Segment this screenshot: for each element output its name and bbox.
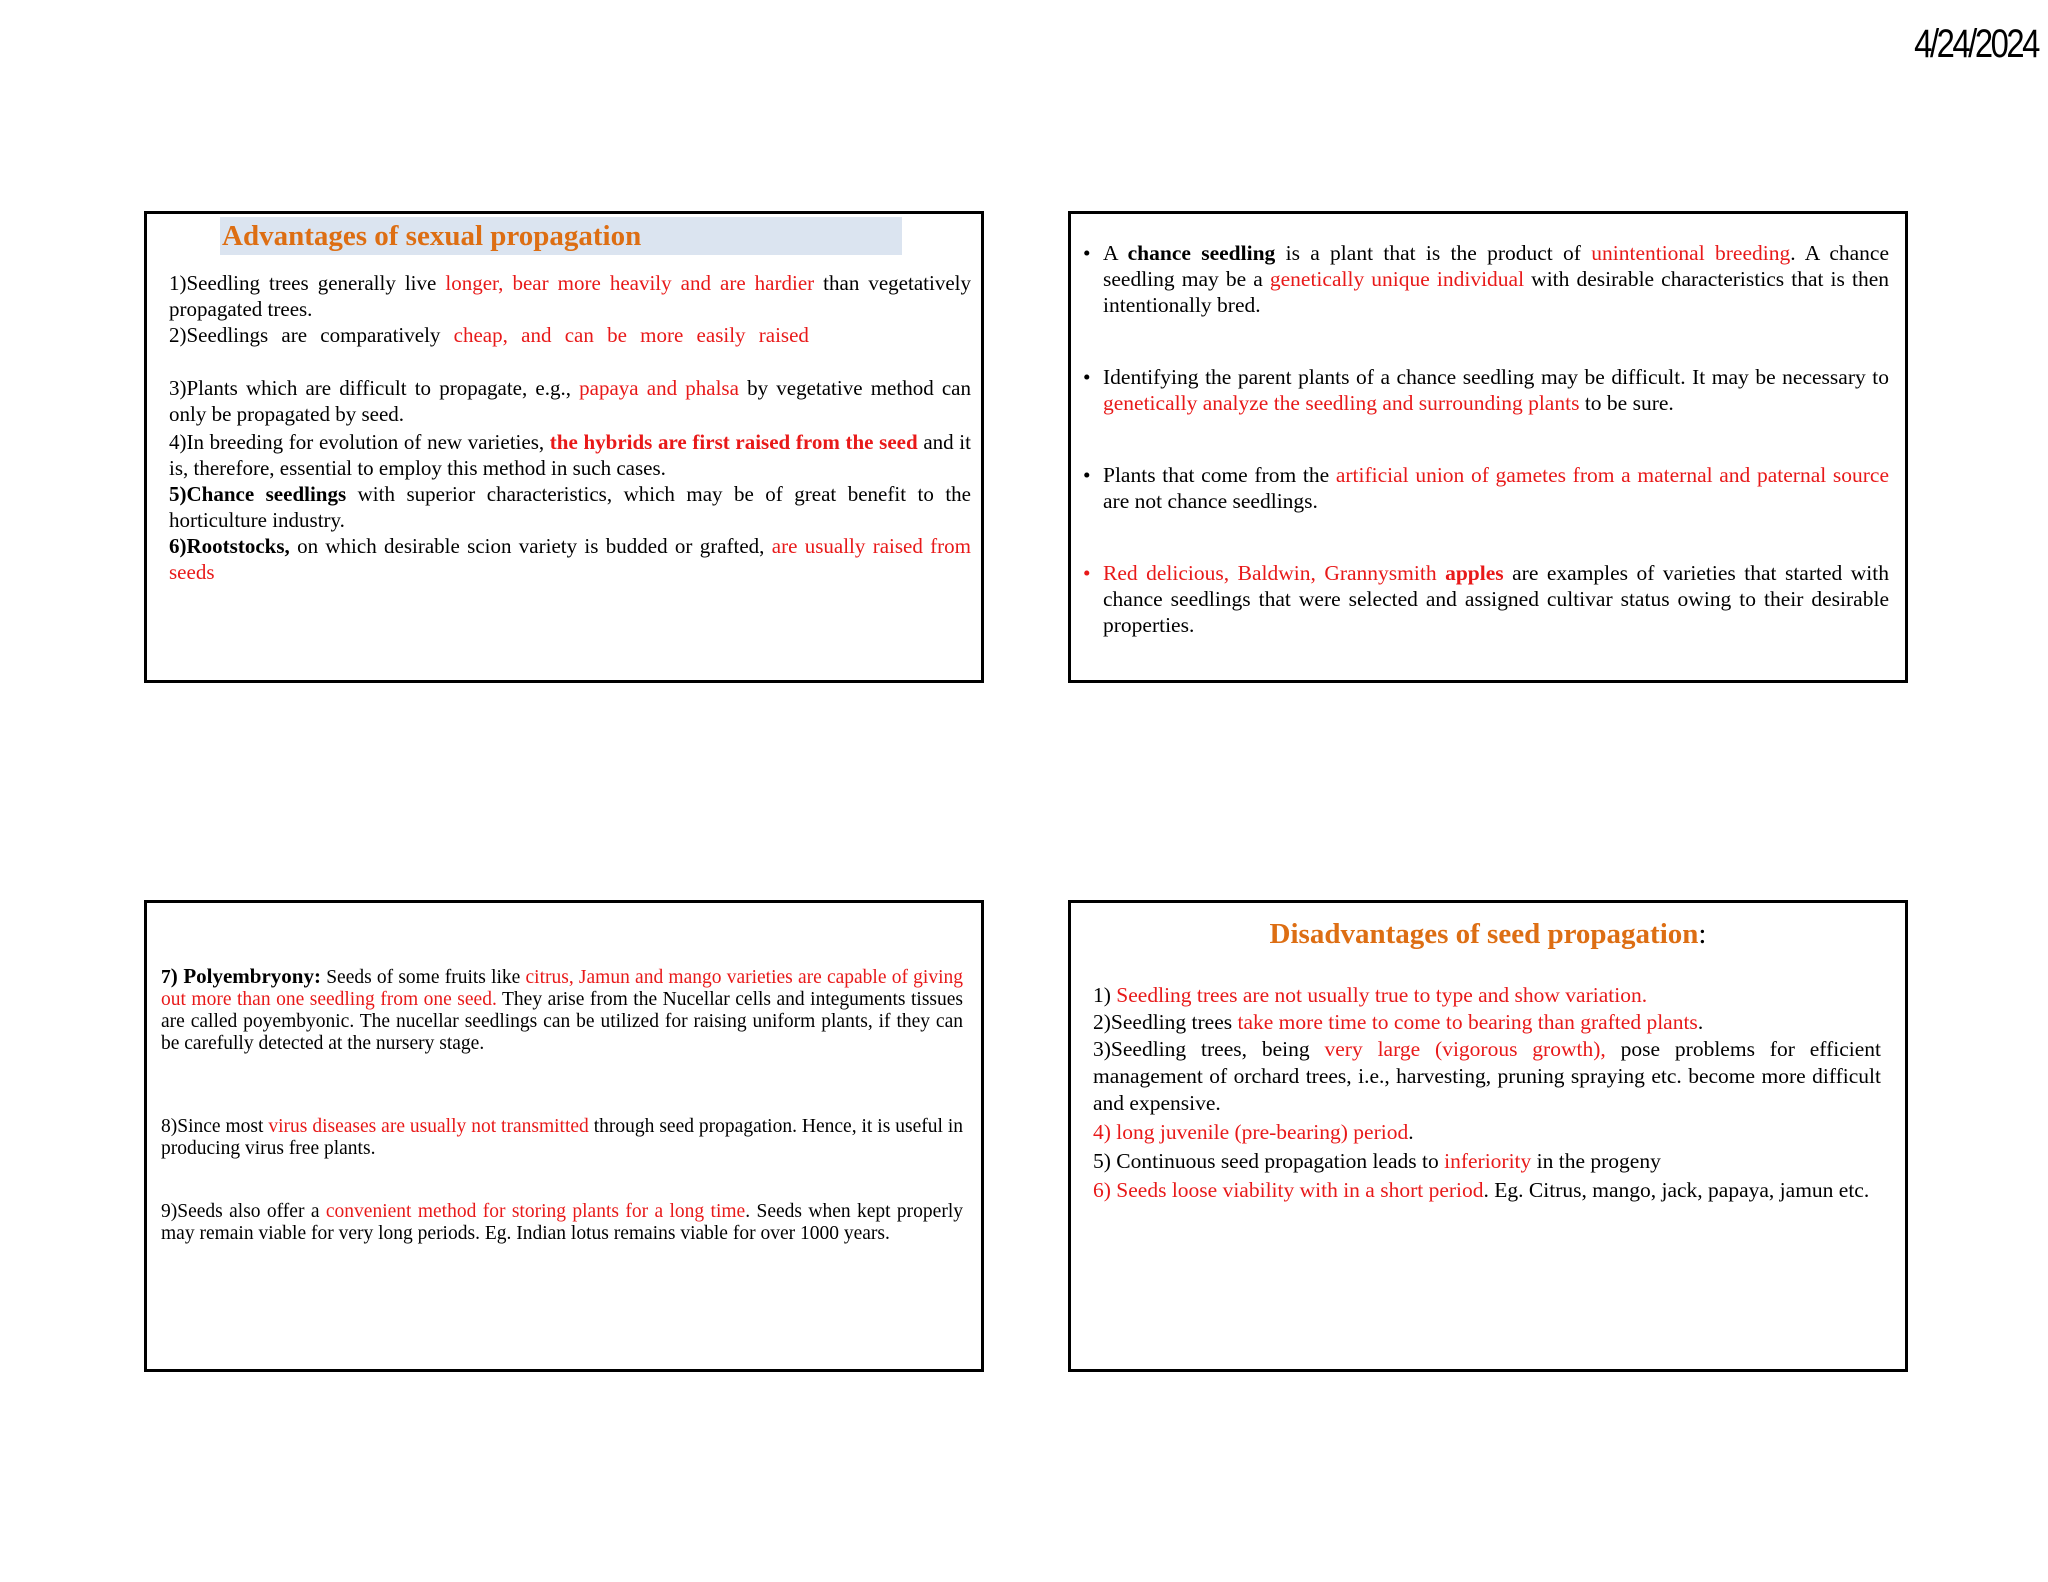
highlight-text: Seedling trees are not usually true to type and show variation. — [1116, 983, 1648, 1007]
text: . Seeds when kept properly may remain viable for very long periods. Eg. Indian lotus remains viable for over 1000 years. — [161, 1201, 963, 1244]
slide-chance-seedlings — [1068, 211, 1908, 683]
slide-disadvantages — [1068, 900, 1908, 1372]
text: with desirable characteristics that is then intentionally bred. — [1103, 267, 1889, 317]
slide-body — [169, 270, 971, 585]
text: pose problems for efficient management of orchard trees, i.e., harvesting, pruning spraying etc. become more difficult and expensive. — [1093, 1037, 1881, 1115]
bullet-icon: • — [1083, 241, 1091, 265]
point-1 — [169, 270, 971, 322]
bullet-icon: • — [1083, 463, 1091, 487]
highlight-text: 6) Seeds loose viability with in a short period — [1093, 1178, 1484, 1202]
point-2 — [169, 322, 971, 348]
point-4 — [1093, 1119, 1881, 1146]
text: is a plant that is the product of — [1275, 241, 1592, 265]
text: 9)Seeds also offer a — [161, 1201, 326, 1222]
point-9 — [161, 1201, 963, 1245]
highlight-text: genetically analyze the seedling and surrounding plants — [1103, 391, 1580, 415]
point-5 — [1093, 1148, 1881, 1175]
text: . Eg. Citrus, mango, jack, papaya, jamun etc. — [1483, 1178, 1870, 1202]
slide-title — [1071, 917, 1905, 951]
date-stamp: 4/24/2024 — [1914, 22, 2038, 66]
text: by vegetative method can only be propagated by seed. — [169, 376, 971, 426]
text: 5) Continuous seed propagation leads to — [1093, 1149, 1445, 1173]
title-colon: : — [1698, 918, 1707, 950]
text: 3)Seedling trees, being — [1093, 1037, 1325, 1061]
text: Seeds of some fruits like — [320, 967, 526, 988]
point-7 — [161, 965, 963, 1055]
bold-text: 5)Chance seedlings — [169, 482, 347, 506]
bold-text: chance seedling — [1127, 241, 1276, 265]
highlight-text: artificial union of gametes from a maternal and paternal source — [1335, 463, 1890, 487]
text: 1)Seedling trees generally live — [169, 271, 446, 295]
text: Identifying the parent plants of a chance seedling may be difficult. It may be necessary to — [1103, 365, 1889, 389]
text: 3)Plants which are difficult to propagate, e.g., — [169, 376, 580, 400]
highlight-text: Red delicious, Baldwin, Grannysmith — [1103, 561, 1446, 585]
text: are not chance seedlings. — [1103, 489, 1318, 513]
highlight-text: very large (vigorous growth), — [1324, 1037, 1606, 1061]
highlight-text: the hybrids are first raised from the seed — [549, 430, 918, 454]
point-4 — [169, 429, 971, 481]
text: 8)Since most — [161, 1116, 269, 1137]
text: They arise from the Nucellar cells and integuments tissues are called poyembyonic. The nucellar seedlings can be utilized for raising uniform plants, if they can be carefully detected at the nursery stage. — [161, 989, 964, 1054]
point-5 — [169, 481, 971, 533]
title-text: Disadvantages of seed propagation — [1269, 918, 1699, 950]
text: than vegetatively propagated trees. — [169, 271, 971, 321]
point-6 — [1093, 1177, 1881, 1204]
text: 4)In breeding for evolution of new varieties, — [169, 430, 550, 454]
text: are examples of varieties that started with chance seedlings that were selected and assigned cultivar status owing to their desirable properties. — [1103, 561, 1889, 637]
highlight-text: virus diseases are usually not transmitted — [268, 1116, 589, 1137]
bullet-item-2 — [1083, 364, 1889, 416]
text: . — [1697, 1010, 1704, 1034]
bullet-icon: • — [1083, 365, 1091, 389]
text: . A chance seedling may be a — [1103, 241, 1890, 291]
point-6 — [169, 533, 971, 585]
slide-polyembryony — [144, 900, 984, 1372]
text: in the progeny — [1531, 1149, 1661, 1173]
highlight-text: cheap, and can be more easily raised — [453, 323, 809, 347]
point-3 — [1093, 1036, 1881, 1117]
point-8 — [161, 1116, 963, 1160]
text: A — [1103, 241, 1128, 265]
text: 2)Seedling trees — [1093, 1010, 1238, 1034]
bullet-item-1 — [1083, 240, 1889, 318]
slide-advantages — [144, 211, 984, 683]
bold-text: ) Polyembryony: — [170, 964, 321, 988]
text: 2)Seedlings are comparatively — [169, 323, 454, 347]
slide-title: Advantages of sexual propagation — [222, 220, 642, 252]
text: through seed propagation. Hence, it is useful in producing virus free plants. — [161, 1116, 963, 1159]
highlight-text: inferiority — [1444, 1149, 1532, 1173]
text: on which desirable scion variety is budded or grafted, — [289, 534, 772, 558]
highlight-text: take more time to come to bearing than grafted plants — [1237, 1010, 1698, 1034]
bullet-item-3 — [1083, 462, 1889, 514]
highlight-text: convenient method for storing plants for a long time — [325, 1201, 746, 1222]
slide-body — [1093, 982, 1881, 1204]
highlight-text: are usually raised from seeds — [169, 534, 971, 584]
highlight-text: unintentional breeding — [1591, 241, 1791, 265]
bullet-item-4 — [1083, 560, 1889, 638]
highlight-text: citrus, Jamun and mango varieties are capable of giving out more than one seedling from one seed. — [161, 967, 963, 1010]
point-1 — [1093, 982, 1881, 1009]
point-3 — [169, 375, 971, 427]
bold-text: 6)Rootstocks, — [169, 534, 290, 558]
text: . — [1408, 1120, 1414, 1144]
highlight-text: papaya and phalsa — [579, 376, 739, 400]
text: with superior characteristics, which may be of great benefit to the horticulture industry. — [169, 482, 971, 532]
highlight-text: genetically unique individual — [1269, 267, 1525, 291]
point-2 — [1093, 1009, 1881, 1036]
text: and it is, therefore, essential to employ this method in such cases. — [169, 430, 971, 480]
highlight-text: 4) long juvenile (pre-bearing) period — [1093, 1120, 1409, 1144]
bold-text: 7 — [161, 967, 171, 988]
text: 1) — [1093, 983, 1117, 1007]
text: to be sure. — [1579, 391, 1674, 415]
highlight-text: apples — [1445, 561, 1504, 585]
bullet-icon: • — [1083, 561, 1091, 585]
text: Plants that come from the — [1103, 463, 1336, 487]
highlight-text: longer, bear more heavily and are hardier — [445, 271, 815, 295]
